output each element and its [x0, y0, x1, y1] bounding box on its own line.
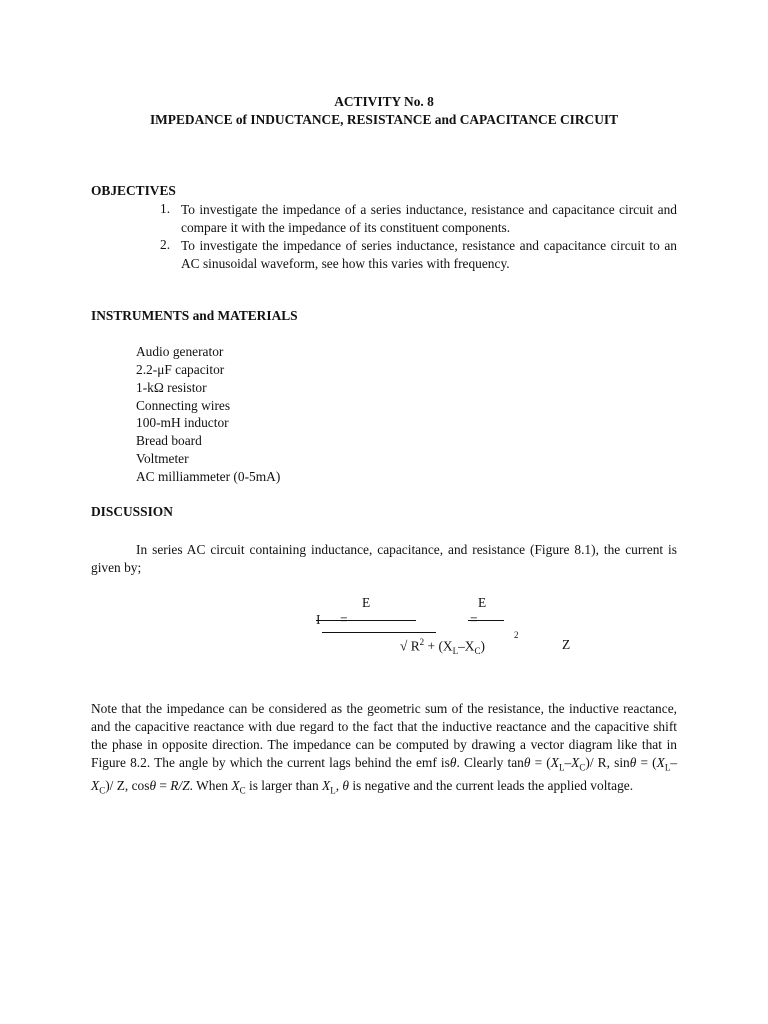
sqrt-symbol: √ — [400, 638, 408, 654]
discussion-heading: DISCUSSION — [91, 504, 173, 519]
eq-denominator-1: √ $R^2 + (X_L-X_C)$ — [400, 637, 485, 657]
materials-heading: INSTRUMENTS and MATERIALS — [91, 308, 298, 323]
discussion-paragraph-2: Note that the impedance can be considered as the geometric sum of the resistance, the inductive reactance, and the capacitive reactance with due regard to the fact that the inductive reactance and the capacitive shift the phase in opposite direction. The impedance can be computed by drawing a vector diagram like that in Figure 8.2. The angle by which the current lags behind the emf isθ. Clearly $\tan\theta = (X_L-X_C)/$ R, $\sin\theta = (X_L-X_C)/$ Z, cosθ = R/Z. When $X_C$ is larger than $X_L$, θ is negative and the current leads the applied voltage. — [91, 701, 678, 796]
activity-number: ACTIVITY No. 8 — [334, 94, 434, 109]
eq-numerator-1: E — [362, 595, 371, 610]
eq-denominator-2: Z — [562, 637, 571, 652]
material-item: Connecting wires — [136, 398, 231, 413]
eq-numerator-2: E — [478, 595, 487, 610]
objective-number-2: 2. — [160, 237, 171, 252]
material-item: 2.2-μF capacitor — [136, 362, 225, 377]
eq-fraction-bar-1 — [322, 632, 436, 633]
eq-fraction-bar-2 — [468, 620, 504, 621]
material-item: Voltmeter — [136, 451, 189, 466]
material-item: Bread board — [136, 433, 202, 448]
material-item: AC milliammeter (0-5mA) — [136, 469, 281, 484]
objective-number-1: 1. — [160, 201, 171, 216]
discussion-intro: In series AC circuit containing inductance, capacitance, and resistance (Figure 8.1), the current is given by; — [91, 542, 677, 575]
objective-text-1: To investigate the impedance of a series inductance, resistance and capacitance circuit and compare it with the impedance of its constituent components. — [181, 202, 677, 235]
material-item: 1-kΩ resistor — [136, 380, 207, 395]
objectives-heading: OBJECTIVES — [91, 183, 176, 198]
material-item: Audio generator — [136, 344, 224, 359]
activity-title: IMPEDANCE of INDUCTANCE, RESISTANCE and CAPACITANCE CIRCUIT — [149, 112, 619, 127]
eq-outer-square: 2 — [514, 630, 519, 640]
material-item: 100-mH inductor — [136, 415, 229, 430]
eq-strike-line — [316, 620, 416, 621]
objective-text-2: To investigate the impedance of series inductance, resistance and capacitance circuit to an AC sinusoidal waveform, see how this varies with frequency. — [181, 238, 677, 271]
